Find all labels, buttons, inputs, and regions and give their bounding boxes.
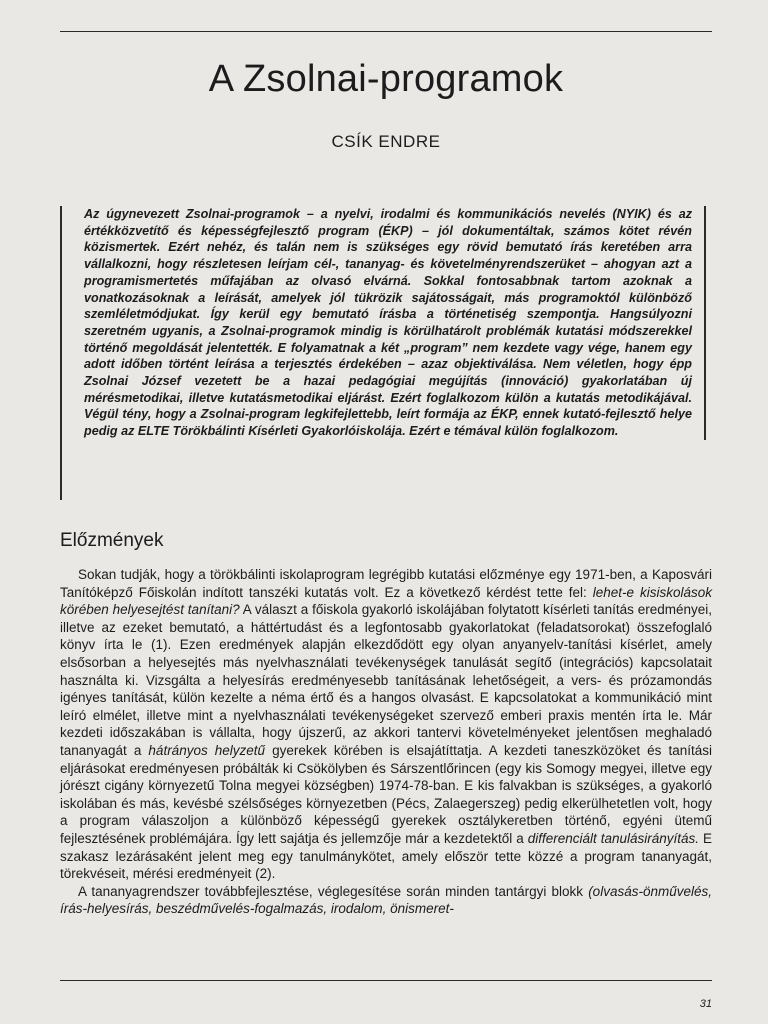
body-text-span: A választ a főiskola gyakorló iskolájában folytatott kísérleti tanítás eredményei, illetve az ezeket bemutató, a háttértudást és a legfontosabb gyakorlatokat (feladatsorokat) összefoglaló könyv írta le (1). Ezen eredmények alapján elkezdődött egy olyan anyanyelv-tanítási kísérlet, amely elsősorban a helyesejtés más nyelvhasználati tevékenységek tanulását segítő (integrációs) kapcsolatait használta ki. Vizsgálta a helyesírás eredményesebb tanításának lehetőségeit, a vers- és prózamondás igényes tanítását, külön kezelte a néma értő és a hangos olvasást. E kapcsolatokat a kommunikáció mint leíró elmélet, illetve mint a nyelvhasználati tevékenységeket szervező emberi praxis mentén írta le. Már kezdeti időszakában is vállalta, hogy újszerű, az akkori tantervi követelményeket jelentősen meghaladó tananyagát a (60, 602, 713, 758)
body-emphasis: hátrányos helyzetű (148, 742, 266, 758)
section-heading: Előzmények (60, 530, 164, 551)
body-emphasis: (olvasás-önművelés, írás-helyesírás, beszédművelés-fogalmazás, irodalom, önismeret- (60, 883, 712, 917)
page-number: 31 (699, 998, 712, 1010)
abstract-left-bar (60, 206, 62, 500)
body-paragraph (60, 566, 712, 883)
body-emphasis: lehet-e kisiskolások körében helyesejtést tanítani? (60, 584, 712, 618)
article-title: A Zsolnai-programok (208, 58, 564, 100)
body-text-span: A tananyagrendszer továbbfejlesztése, véglegesítése során minden tantárgyi blokk (78, 883, 589, 899)
body-text-span: Sokan tudják, hogy a törökbálinti iskolaprogram legrégibb kutatási előzménye egy 1971-ben, a Kaposvári Tanítóképző Főiskolán indított tanszéki kutatás volt. Ez a következő kérdést tette fel: (60, 567, 712, 600)
top-rule (60, 31, 712, 32)
article-author: CSÍK ENDRE (331, 132, 441, 151)
body-text-span: gyerekek körében is elsajátíttatja. A kezdeti taneszközöket és tanítási eljárásokat eredményesen próbálták ki Csökölyben és Sárszentlőrincen (egy kis Somogy megyei, illetve egy jórészt cigány környezetű Tolna megyei községben) 1974-78-ban. E kis falvakban is szükséges, a gyakorló iskolában és más, kevésbé szélsőséges környezetben (Pécs, Zalaegerszeg) pedig elkerülhetetlen volt, hogy a program válaszoljon a különböző képességű gyerekek osztálykeretben történő, egyéni ütemű fejlesztésének problémájára. Így lett sajátja és jellemzője már a kezdetektől a (60, 742, 712, 846)
article-abstract: Az úgynevezett Zsolnai-programok – a nyelvi, irodalmi és kommunikációs nevelés (NYIK) és az értékközvetítő és képességfejlesztő program (ÉKP) – jól dokumentáltak, számos kötet révén közismertek. Ezért nehéz, és talán nem is szükséges egy rövid bemutató írás keretében arra vállalkozni, hogy részletesen leírjam cél-, tananyag- és követelményrendszerüket – ahogyan azt a programismertetés műfajában az olvasó elvárná. Sokkal fontosabbnak tartom azoknak a vonatkozásoknak a leírását, amelyek jól tükrözik sajátosságait, más programoktól különböző szemléletmódjukat. Így kerül egy bemutató írásba a történetiség szempontja. Hangsúlyozni szeretném ugyanis, a Zsolnai-programok mindig is körülhatárolt problémák kutatási módszerekkel történő megoldását jelentették. E folyamatnak a két „program” nem kezdete vagy vége, hanem egy adott időben történt leírása a terjesztés érdekében – azaz objektiválása. Nem véletlen, hogy épp Zsolnai József vezetett be a hazai pedagógiai megújítás (innováció) gyakorlatában új mérésmetodikai, illetve kutatásmetodikai eljárást. Ezért foglalkozom külön a kutatás metodikájával. Végül tény, hogy a Zsolnai-program legkifejlettebb, leírt formája az ÉKP, ennek kutató-fejlesztő helye pedig az ELTE Törökbálinti Kísérleti Gyakorlóiskolája. Ezért e témával külön foglalkozom. (84, 206, 706, 440)
bottom-rule (60, 980, 712, 981)
body-paragraph (60, 883, 712, 918)
body-emphasis: differenciált tanulásirányítás. (527, 830, 700, 846)
body-text-span: E szakasz lezárásaként jelent meg egy tanulmánykötet, amely először tette közzé a program tananyagát, törekvéseit, mérési eredményeit (2). (60, 830, 713, 882)
article-body (60, 566, 712, 918)
